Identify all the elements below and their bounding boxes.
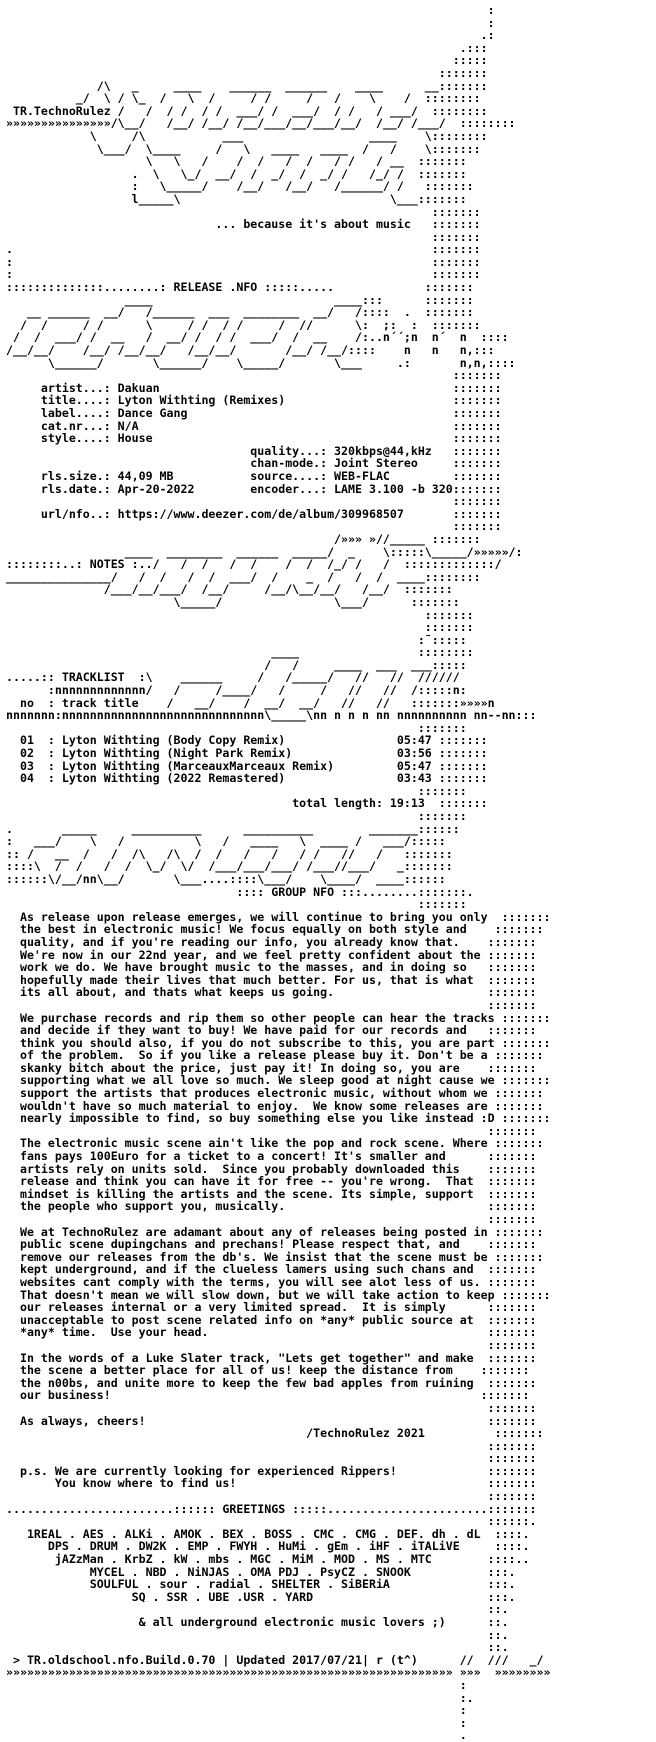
nfo-line: 03 : Lyton Withting (MarceauxMarceaux Remix) 05:47 ::::::: [6, 758, 488, 773]
nfo-line: ::. [6, 1602, 509, 1617]
nfo-line: ::::::: [6, 897, 467, 912]
nfo-line: ::::::: [6, 997, 537, 1012]
nfo-line: :¯::::: [6, 632, 467, 647]
nfo-line: the people who support you, musically. ::::::: [6, 1199, 537, 1214]
nfo-line: 01 : Lyton Withting (Body Copy Remix) 05:47 ::::::: [6, 733, 488, 748]
nfo-line: ::::::: [6, 1123, 537, 1138]
nfo-line: ::::::\/__/nn\__/ \___....::::\___/ \____/ ____:::::: [6, 871, 446, 886]
nfo-line: the n00bs, and unite more to keep the few bad apples from ruining ::::::: [6, 1375, 537, 1390]
nfo-line: remove our releases from the db's. We insist that the scene must be ::::::: [6, 1249, 544, 1264]
nfo-text-block [6, 3, 654, 1742]
nfo-line: label....: Dance Gang ::::::: [6, 406, 502, 420]
nfo-line: wouldn't have so much material to enjoy. We know some releases are ::::::: [6, 1098, 544, 1113]
nfo-line: ::::::::..: NOTES :../ / / / / / / /_/ / / :::::::::::::/ [6, 557, 502, 572]
nfo-line: public scene dupingchans and prechans! Please respect that, and ::::::: [6, 1237, 537, 1252]
nfo-line: / / ___/ / __ / __/ / / / ___/ / __ /:..n´´;n n´ n :::: [6, 330, 509, 345]
nfo-line: ::::::: [6, 204, 481, 219]
nfo-line: : ::::::: [6, 254, 481, 269]
nfo-line: skanky bitch about the price, just pay it! In doing so, you are ::::::: [6, 1060, 537, 1075]
nfo-line: ____ ________ ______ _____/ _ \:::::\_____/»»»»»/: [6, 544, 523, 559]
nfo-line: : ___/ \ / \ / ____ \ ____ / ___/::::: [6, 834, 446, 849]
nfo-line: : ::::::: [6, 267, 481, 282]
nfo-line: .::: [6, 40, 488, 55]
nfo-line: . ::::::: [6, 242, 481, 257]
nfo-line: ... because it's about music ::::::: [6, 217, 481, 232]
nfo-line: release and think you can have it for free -- you're wrong. That ::::::: [6, 1174, 537, 1189]
nfo-line: title....: Lyton Withting (Remixes) ::::::: [6, 393, 502, 408]
nfo-line: The electronic music scene ain't like the pop and rock scene. Where ::::::: [6, 1136, 544, 1151]
nfo-line: our releases internal or a very limited spread. It is simply ::::::: [6, 1300, 537, 1315]
nfo-line: nnnnnnn:nnnnnnnnnnnnnnnnnnnnnnnnnnnnn\_____\nn n n n nn nnnnnnnnnn nn--nn::: [6, 708, 537, 723]
nfo-line: . [6, 1728, 467, 1742]
nfo-line: style....: House ::::::: [6, 431, 502, 446]
nfo-line: »»»»»»»»»»»»»»»/\__/ /__/ /__/ /__/___/__/___/__/ /__/ /___/ :::::::: [6, 116, 516, 131]
nfo-line: :. [6, 1690, 474, 1705]
nfo-line: nearly impossible to find, so buy something else you like instead :D ::::::: [6, 1111, 551, 1126]
nfo-line: rls.date.: Apr-20-2022 encoder...: LAME 3.100 -b 320::::::: [6, 481, 502, 496]
nfo-line: supporting what we all love so much. We sleep good at night cause we ::::::: [6, 1073, 551, 1088]
nfo-line: url/nfo..: https://www.deezer.com/de/album/309968507 ::::::: [6, 506, 502, 521]
nfo-line: our business! ::::::: [6, 1388, 530, 1403]
nfo-line: 1REAL . AES . ALKi . AMOK . BEX . BOSS . CMC . CMG . DEF. dh . dL ::::. [6, 1526, 530, 1541]
nfo-line: _______________/ / / / / ___/ / _ / / / ____:::::::: [6, 569, 481, 584]
nfo-line: \______/ \______/ \_____/ \___ .: n,n,:::: [6, 355, 516, 370]
nfo-line: l_____\ \___::::::: [6, 191, 467, 206]
nfo-line: .....:: TRACKLIST :\ ______ / /_____/ // // ////// [6, 670, 460, 685]
nfo-line: > TR.oldschool.nfo.Build.0.70 | Updated 2017/07/21| r (t^) // /// _/ [6, 1652, 544, 1667]
nfo-line: \_____/ \___/ ::::::: [6, 594, 460, 609]
nfo-line: ::. [6, 1627, 509, 1642]
nfo-line: artist...: Dakuan ::::::: [6, 380, 502, 395]
nfo-line: the scene a better place for all of us! keep the distance from ::::::: [6, 1363, 530, 1378]
nfo-line: ::::::: [6, 1212, 537, 1226]
nfo-line: ::::: [6, 53, 488, 68]
nfo-line: As release upon release emerges, we will continue to bring you only ::::::: [6, 909, 551, 924]
nfo-line: hopefully made their lives that much better. For us, that is what ::::::: [6, 972, 537, 987]
nfo-line: SQ . SSR . UBE .USR . YARD :::. [6, 1589, 516, 1604]
nfo-line: ::::::: [6, 1400, 537, 1415]
nfo-line: \___/ \____ / \ ____ ____ / / \::::::: [6, 141, 481, 156]
nfo-line: : [6, 1703, 467, 1718]
nfo-line: its all about, and thats what keeps us going. ::::::: [6, 985, 537, 1000]
nfo-line: :::: GROUP NFO :::........:::::::. [6, 884, 474, 899]
nfo-line: 02 : Lyton Withting (Night Park Remix) 03:56 ::::::: [6, 746, 488, 761]
nfo-line: /__/__/ /__/ /__/__/ /__/__/ /__/ /__/:::: n n n,::: [6, 343, 495, 358]
nfo-line: ::::\ / / / / \_/ \/ /___/___/___/ /___//___/ _::::::: [6, 859, 453, 874]
nfo-line: and decide if they want to buy! We have paid for our records and ::::::: [6, 1023, 537, 1038]
nfo-line: MYCEL . NBD . NiNJAS . OMA PDJ . PsyCZ . SNOOK :::. [6, 1564, 516, 1579]
nfo-line: ::::::. [6, 1514, 537, 1529]
nfo-line: /___/__/___/ /__/ /__/\__/__/ /__/ ::::::: [6, 582, 453, 597]
nfo-line: ____ :::::::: [6, 645, 474, 660]
nfo-line: ::::::: [6, 607, 474, 622]
nfo-line: the best in electronic music! We focus equally on both style and ::::::: [6, 922, 544, 937]
nfo-line: _/ \ / \_ / \ / / / / / \ / :::::::: [6, 91, 481, 106]
nfo-line: fans pays 100Euro for a ticket to a concert! It's smaller and ::::::: [6, 1149, 537, 1164]
nfo-line: ::::::: [6, 494, 502, 509]
nfo-line: ::::::: [6, 519, 502, 534]
nfo-line: no : track title / __/ / __/ __/ // // :::::::»»»»n [6, 695, 495, 710]
nfo-line: \ /\ ___ ____ \:::::::: [6, 128, 488, 143]
nfo-line: We're now in our 22nd year, and we feel pretty confident about the ::::::: [6, 947, 537, 962]
nfo-line: /\ _ ____ ______ ______ ____ __::::::: [6, 78, 488, 93]
nfo-line: mindset is killing the artists and the scene. Its simple, support ::::::: [6, 1186, 537, 1201]
nfo-line: »»»»»»»»»»»»»»»»»»»»»»»»»»»»»»»»»»»»»»»»»»»»»»»»»»»»»»»»»»»»»»»» »»» »»»»»»»» [6, 1665, 551, 1680]
nfo-line: As always, cheers! ::::::: [6, 1413, 537, 1428]
nfo-line: __ ______ __/ /______ ___ ________ __/ /:::: . ::::::: [6, 305, 474, 320]
nfo-line: ::::::: [6, 65, 488, 80]
nfo-line: ::::::: [6, 783, 467, 798]
nfo-line: websites cant comply with the terms, you will see alot less of us. ::::::: [6, 1274, 537, 1289]
nfo-line: : \_____/ /__/ /__/ /______/ / ::::::: [6, 179, 474, 194]
nfo-line: *any* time. Use your head. ::::::: [6, 1325, 537, 1340]
nfo-line: work we do. We have brought music to the masses, and in doing so ::::::: [6, 960, 537, 975]
nfo-line: TR.TechnoRulez / / / / / / ___/ / ___/ / / / ___/ :::::::: [6, 103, 488, 118]
nfo-line: ........................:::::: GREETINGS :::::.......................::::::: [6, 1501, 537, 1516]
nfo-line: quality...: 320kbps@44,kHz ::::::: [6, 443, 502, 458]
nfo-line: think you should also, if you do not subscribe to this, you are part ::::::: [6, 1035, 551, 1050]
nfo-line: :nnnnnnnnnnnnn/ / /____/ / / // // /:::::n: [6, 683, 467, 698]
nfo-line: / / / / \ / / / / / // \: ;: : ::::::: [6, 317, 481, 332]
nfo-line: of the problem. So if you like a release please buy it. Don't be a ::::::: [6, 1048, 544, 1063]
nfo-line: ____ ____::: ::::::: [6, 292, 474, 307]
nfo-line: 04 : Lyton Withting (2022 Remastered) 03:43 ::::::: [6, 771, 488, 786]
nfo-line: artists rely on units sold. Since you probably downloaded this ::::::: [6, 1161, 537, 1176]
nfo-line: ::::::: [6, 1438, 537, 1453]
nfo-line: We purchase records and rip them so other people can hear the tracks ::::::: [6, 1010, 551, 1025]
nfo-line: That doesn't mean we will slow down, but we will take action to keep ::::::: [6, 1287, 551, 1302]
nfo-line: /»»» »//_____ ::::::: [6, 531, 481, 546]
nfo-line: kept underground, and if the clueless lamers using such chans and ::::::: [6, 1262, 537, 1277]
nfo-line: ::::::: [6, 1489, 537, 1504]
nfo-line: . \ \_/ __/ / _/ / _/ / /_/ / ::::::: [6, 166, 467, 181]
nfo-line: :: / __ / / /\ /\ / / / / / / // / ::::::: [6, 846, 453, 861]
nfo-line: : [6, 1677, 467, 1692]
nfo-line: ::::::: [6, 809, 467, 823]
nfo-line: \ \ / / / / / / / / __ ::::::: [6, 154, 467, 169]
nfo-line: rls.size.: 44,09 MB source....: WEB-FLAC ::::::: [6, 468, 502, 483]
nfo-line: unacceptable to post scene related info on *any* public source at ::::::: [6, 1312, 537, 1327]
nfo-line: cat.nr...: N/A ::::::: [6, 418, 502, 433]
nfo-line: .: [6, 28, 495, 43]
nfo-line: You know where to find us! ::::::: [6, 1476, 537, 1491]
nfo-line: total length: 19:13 ::::::: [6, 796, 488, 811]
nfo-line: chan-mode.: Joint Stereo ::::::: [6, 456, 502, 471]
nfo-line: ::::::::::::::........: RELEASE .NFO :::::..... ::::::: [6, 280, 474, 295]
nfo-line: In the words of a Luke Slater track, "Lets get together" and make ::::::: [6, 1350, 537, 1365]
nfo-line: ::::::: [6, 229, 481, 244]
nfo-line: support the artists that produces electronic music, without whom we ::::::: [6, 1086, 544, 1101]
nfo-line: ::::::: [6, 1451, 537, 1466]
nfo-line: ::. [6, 1640, 509, 1655]
nfo-line: ::::::: [6, 1337, 537, 1352]
nfo-line: / / ____ ___ ___::::: [6, 657, 467, 672]
nfo-line: /TechnoRulez 2021 ::::::: [6, 1426, 544, 1441]
nfo-line: ::::::: [6, 720, 467, 735]
nfo-line: DPS . DRUM . DW2K . EMP . FWYH . HuMi . gEm . iHF . iTALiVE ::::. [6, 1539, 530, 1554]
nfo-line: . _____ __________ __________ _______:::::: [6, 821, 460, 836]
nfo-line: We at TechnoRulez are adamant about any of releases being posted in ::::::: [6, 1224, 544, 1239]
nfo-line: : [6, 1715, 467, 1730]
nfo-line: ::::::: [6, 368, 502, 383]
nfo-line: : [6, 15, 495, 30]
nfo-line: p.s. We are currently looking for experienced Rippers! ::::::: [6, 1463, 537, 1478]
nfo-line: ::::::: [6, 620, 474, 635]
nfo-line: & all underground electronic music lovers ;) ::. [6, 1615, 509, 1629]
nfo-line: quality, and if you're reading our info, you already know that. ::::::: [6, 934, 537, 949]
nfo-line: jAZzMan . KrbZ . kW . mbs . MGC . MiM . MOD . MS . MTC ::::.. [6, 1552, 530, 1567]
nfo-line: SOULFUL . sour . radial . SHELTER . SiBERiA :::. [6, 1577, 516, 1592]
nfo-line: : [6, 3, 495, 17]
